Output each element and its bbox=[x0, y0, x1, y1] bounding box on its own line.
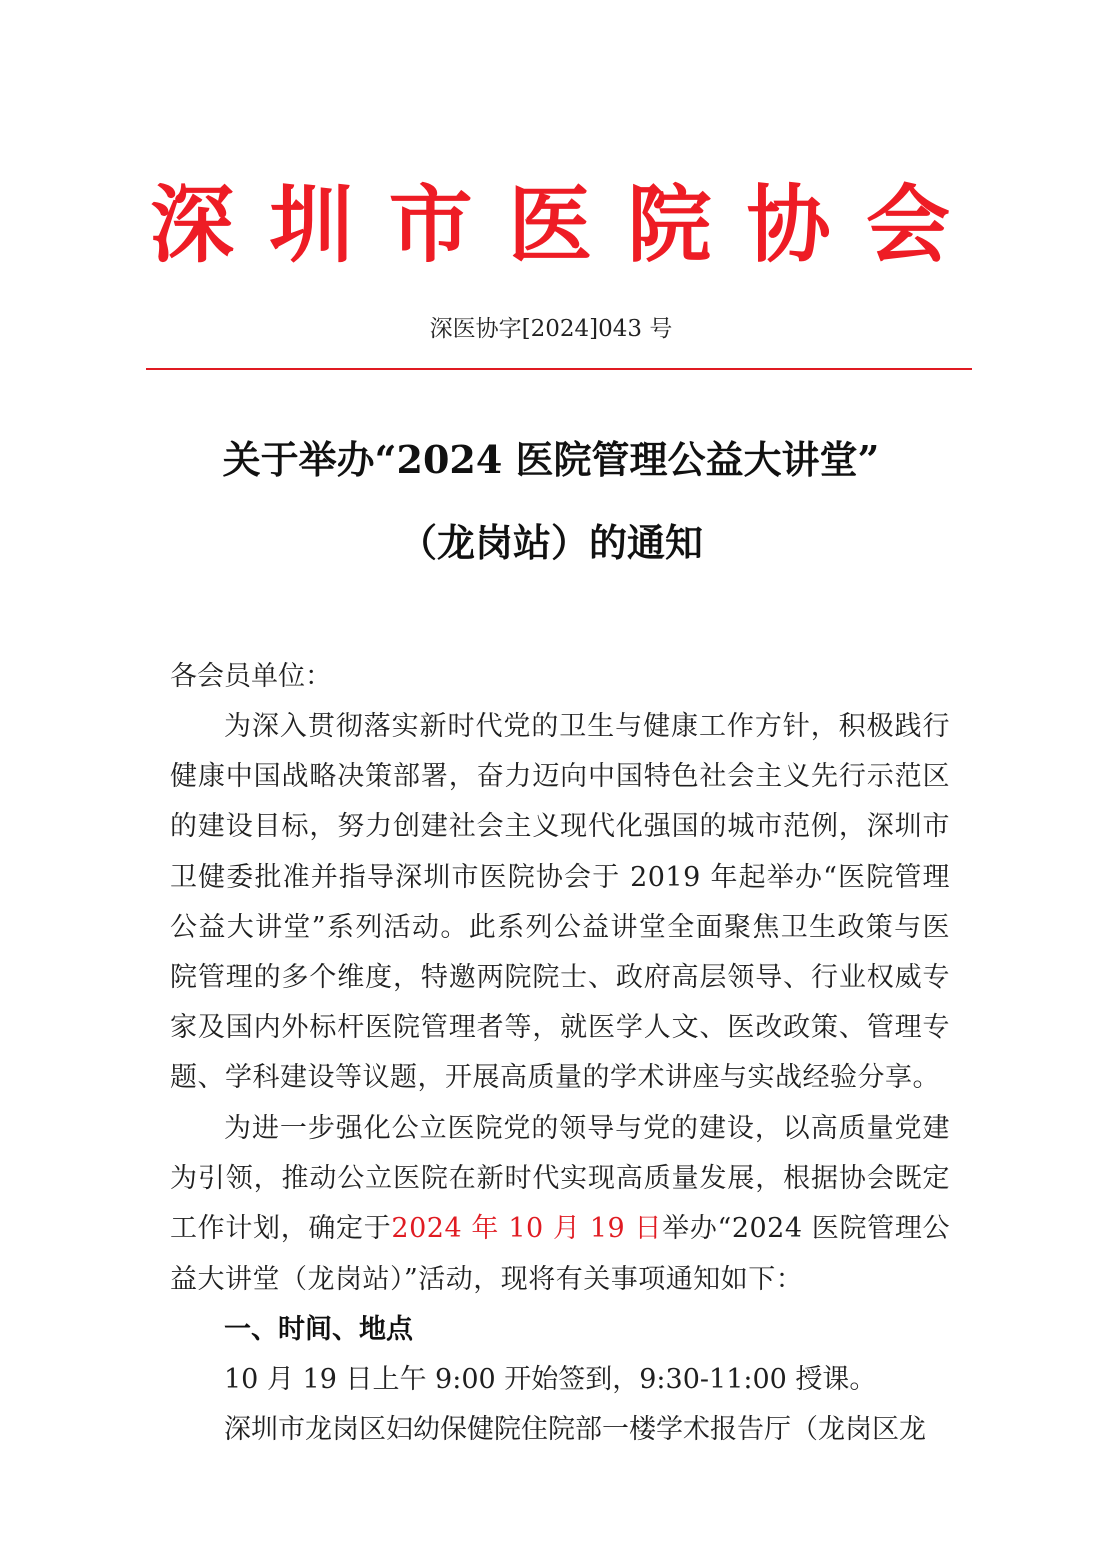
red-divider-line bbox=[146, 368, 972, 370]
section-heading-time-place: 一、时间、地点 bbox=[224, 1314, 413, 1345]
document-number: 深医协字[2024]043 号 bbox=[429, 316, 673, 342]
notice-title-line-1: 关于举办“2024 医院管理公益大讲堂” bbox=[222, 437, 880, 482]
location-details: 深圳市龙岗区妇幼保健院住院部一楼学术报告厅（龙岗区龙 bbox=[224, 1414, 926, 1445]
letterhead-char: 圳 bbox=[269, 176, 354, 274]
organization-letterhead bbox=[150, 170, 950, 280]
paragraph-announcement bbox=[170, 1104, 950, 1305]
event-date-highlight: 2024 年 10 月 19 日 bbox=[391, 1213, 663, 1245]
paragraph-announcement-intro: 为进一步强化公立医院党的领导与党的建设，以高质量党建为引领，推动公立医院在新时代实现高质量发展，根据协会既定工作计划，确定于 bbox=[170, 1113, 950, 1245]
time-details: 10 月 19 日上午 9:00 开始签到，9:30-11:00 授课。 bbox=[224, 1364, 877, 1395]
letterhead-char: 深 bbox=[150, 176, 235, 274]
letterhead-char: 协 bbox=[746, 176, 831, 274]
letterhead-char: 医 bbox=[507, 176, 592, 274]
letterhead-char: 院 bbox=[627, 176, 712, 274]
letterhead-char: 会 bbox=[865, 176, 950, 274]
salutation: 各会员单位： bbox=[170, 661, 332, 692]
notice-title-line-2: （龙岗站）的通知 bbox=[398, 520, 703, 565]
paragraph-announcement-rest: 举办“2024 医院管理公益大讲堂（龙岗站）”活动，现将有关事项通知如下： bbox=[170, 1213, 951, 1295]
paragraph-background: 为深入贯彻落实新时代党的卫生与健康工作方针，积极践行健康中国战略决策部署，奋力迈向中国特色社会主义先行示范区的建设目标，努力创建社会主义现代化强国的城市范例，深圳市卫健委批准并指导深圳市医院协会于 2019 年起举办“医院管理公益大讲堂”系列活动。此系列公益讲堂全面聚焦卫生政策与医院管理的多个维度，特邀两院院士、政府高层领导、行业权威专家及国内外标杆医院管理者等，就医学人文、医改政策、管理专题、学科建设等议题，开展高质量的学术讲座与实战经验分享。 bbox=[170, 711, 950, 1094]
letterhead-char: 市 bbox=[388, 176, 473, 274]
